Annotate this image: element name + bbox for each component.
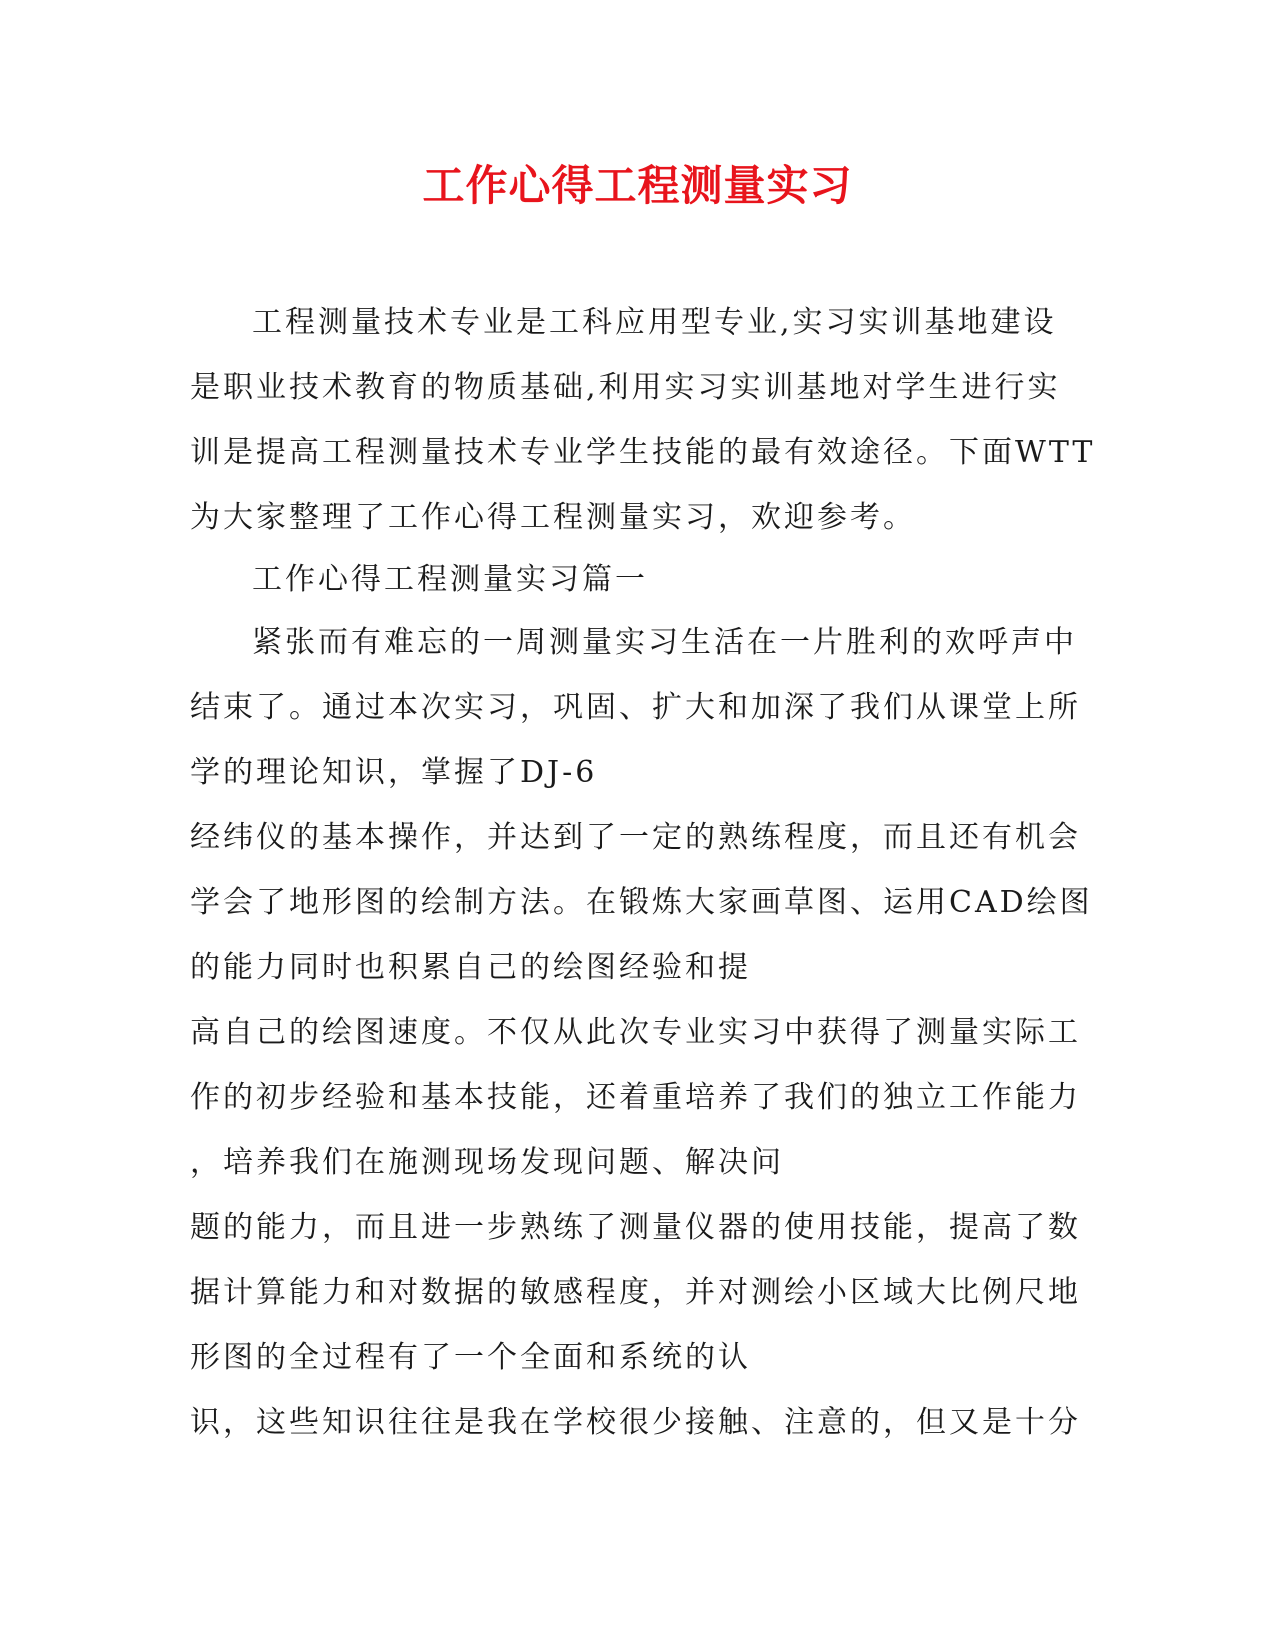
paragraph-line: 题的能力，而且进一步熟练了测量仪器的使用技能，提高了数 (190, 1210, 1081, 1245)
paragraph-line: 训是提高工程测量技术专业学生技能的最有效途径。下面WTT (190, 435, 1096, 470)
paragraph-line: ，培养我们在施测现场发现问题、解决问 (190, 1145, 784, 1180)
paragraph-line: 结束了。通过本次实习，巩固、扩大和加深了我们从课堂上所 (190, 690, 1081, 725)
paragraph-line: 是职业技术教育的物质基础,利用实习实训基地对学生进行实 (190, 370, 1061, 405)
paragraph-line: 识，这些知识往往是我在学校很少接触、注意的，但又是十分 (190, 1405, 1081, 1440)
section-heading: 工作心得工程测量实习篇一 (252, 562, 648, 597)
paragraph-line: 学的理论知识，掌握了DJ-6 (190, 755, 598, 790)
paragraph-line: 作的初步经验和基本技能，还着重培养了我们的独立工作能力 (190, 1080, 1081, 1115)
paragraph-line: 学会了地形图的绘制方法。在锻炼大家画草图、运用CAD绘图 (190, 885, 1093, 920)
paragraph-line: 工程测量技术专业是工科应用型专业,实习实训基地建设 (252, 305, 1057, 340)
page-title: 工作心得工程测量实习 (422, 161, 853, 210)
document-body (190, 290, 1096, 1455)
paragraph-line: 据计算能力和对数据的敏感程度，并对测绘小区域大比例尺地 (190, 1275, 1081, 1310)
paragraph-line: 的能力同时也积累自己的绘图经验和提 (190, 950, 751, 985)
paragraph-line: 形图的全过程有了一个全面和系统的认 (190, 1340, 751, 1375)
paragraph-line: 经纬仪的基本操作，并达到了一定的熟练程度，而且还有机会 (190, 820, 1081, 855)
paragraph-line: 高自己的绘图速度。不仅从此次专业实习中获得了测量实际工 (190, 1015, 1081, 1050)
paragraph-line: 为大家整理了工作心得工程测量实习，欢迎参考。 (190, 500, 916, 535)
paragraph-line: 紧张而有难忘的一周测量实习生活在一片胜利的欢呼声中 (252, 625, 1077, 660)
